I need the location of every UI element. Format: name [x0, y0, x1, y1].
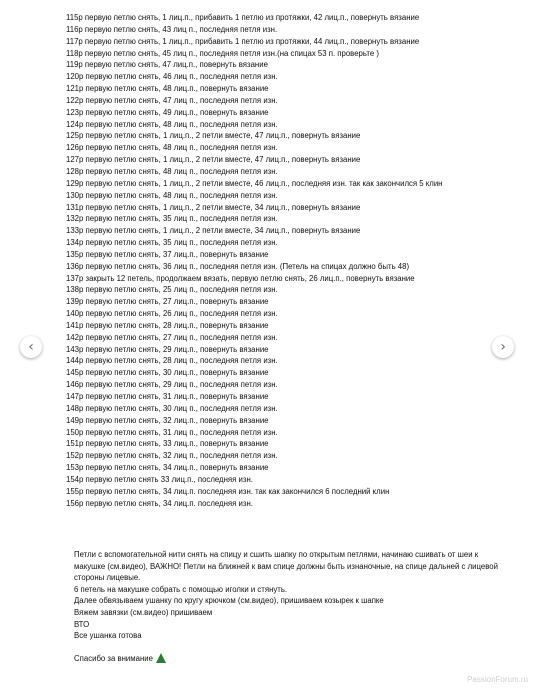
- instruction-sewing: Петли с вспомогательной нити снять на спицу и сшить шапку по открытым петлями, начинаю сшивать от шеи к макушке (см.видео), ВАЖНО! Петли на ближней к вам спице должны быть изнаночные, на спице дальней с лицевой стороны лицевые.: [74, 550, 498, 583]
- pattern-row: 116р первую петлю снять, 43 лиц п., последняя петля изн.: [66, 24, 278, 34]
- chevron-left-icon: ‹: [28, 339, 34, 355]
- pattern-row: 147р первую петлю снять, 31 лиц.п., повернуть вязание: [66, 392, 269, 401]
- pattern-row: 118р первую петлю снять, 45 лиц п., последняя петля изн.(на спицах 53 п. проверьте ): [66, 48, 379, 58]
- pattern-row: 128р первую петлю снять, 48 лиц п., последняя петля изн.: [66, 166, 278, 176]
- instruction-ties: Вяжем завязки (см.видео) пришиваем: [74, 607, 213, 617]
- pattern-row: 154р первую петлю снять 33 лиц.п., последняя изн.: [66, 474, 253, 484]
- thanks-text: Спасибо за внимание: [74, 654, 153, 664]
- pattern-row: 136р первую петлю снять, 36 лиц п., последняя петля изн. (Петель на спицах должно быть 48): [66, 261, 410, 271]
- thanks-line: [74, 653, 504, 665]
- pattern-row: 131р первую петлю снять, 1 лиц.п., 2 петли вместе, 34 лиц.п., повернуть вязание: [66, 202, 361, 212]
- instruction-edging: Далее обвязываем ушанку по кругу крючком (см.видео), пришиваем козырек к шапке: [74, 596, 384, 606]
- pattern-row: 127р первую петлю снять, 1 лиц.п., 2 петли вместе, 47 лиц.п., повернуть вязание: [66, 155, 361, 165]
- pattern-row: 142р первую петлю снять, 27 лиц п., последняя петля изн.: [66, 332, 278, 342]
- pattern-row: 141р первую петлю снять, 28 лиц.п., повернуть вязание: [66, 320, 269, 330]
- pattern-row: 150р первую петлю снять, 31 лиц п., последняя петля изн.: [66, 427, 278, 437]
- pattern-rows: [66, 12, 498, 509]
- pattern-row: 139р первую петлю снять, 27 лиц.п., повернуть вязание: [66, 297, 269, 307]
- pattern-row: 155р первую петлю снять, 34 лиц.п. последняя изн. так как закончился 6 последний клин: [66, 486, 390, 496]
- pattern-row: 143р первую петлю снять, 29 лиц.п., повернуть вязание: [66, 344, 269, 354]
- pattern-row: 125р первую петлю снять, 1 лиц.п., 2 петли вместе, 47 лиц.п., повернуть вязание: [66, 131, 361, 141]
- pattern-row: 130р первую петлю снять, 48 лиц п., последняя петля изн.: [66, 190, 278, 200]
- instruction-top: 6 петель на макушке собрать с помощью иголки и стянуть.: [74, 584, 288, 594]
- prev-button[interactable]: [20, 336, 42, 358]
- chevron-right-icon: ›: [500, 339, 506, 355]
- next-button[interactable]: [492, 336, 514, 358]
- pattern-row: 133р первую петлю снять, 1 лиц.п., 2 петли вместе, 34 лиц.п., повернуть вязание: [66, 226, 361, 236]
- instructions: [74, 549, 504, 665]
- pattern-row: 153р первую петлю снять, 34 лиц.п., повернуть вязание: [66, 463, 269, 473]
- pattern-row: 124р первую петлю снять, 48 лиц п., последняя петля изн.: [66, 119, 278, 129]
- watermark: PassionForum.ru: [467, 675, 528, 684]
- pattern-row: 146р первую петлю снять, 29 лиц п., последняя петля изн.: [66, 380, 278, 390]
- pattern-row: 140р первую петлю снять, 26 лиц п., последняя петля изн.: [66, 309, 278, 319]
- instruction-vto: ВТО: [74, 619, 90, 629]
- pattern-row: 156р первую петлю снять, 34 лиц.п. последняя изн.: [66, 498, 253, 508]
- pattern-row: 151р первую петлю снять, 33 лиц.п., повернуть вязание: [66, 439, 269, 449]
- christmas-tree-icon: [156, 653, 166, 663]
- pattern-row: 120р первую петлю снять, 46 лиц п., последняя петля изн.: [66, 72, 278, 82]
- pattern-row: 117р первую петлю снять, 1 лиц.п., прибавить 1 петлю из протяжки, 44 лиц.п., повернуть вязание: [66, 36, 420, 46]
- pattern-row: 121р первую петлю снять, 48 лиц.п., повернуть вязание: [66, 84, 269, 94]
- pattern-row: 126р первую петлю снять, 48 лиц п., последняя петля изн.: [66, 143, 278, 153]
- pattern-row: 119р первую петлю снять, 47 лиц.п., повернуть вязание: [66, 60, 268, 70]
- pattern-row: 152р первую петлю снять, 32 лиц п., последняя петля изн.: [66, 451, 278, 461]
- pattern-row: 123р первую петлю снять, 49 лиц.п., повернуть вязание: [66, 107, 269, 117]
- instruction-done: Все ушанка готова: [74, 631, 142, 641]
- pattern-row: 122р первую петлю снять, 47 лиц п., последняя петля изн.: [66, 95, 278, 105]
- pattern-row: 149р первую петлю снять, 32 лиц.п., повернуть вязание: [66, 415, 269, 425]
- pattern-row: 135р первую петлю снять, 37 лиц.п., повернуть вязание: [66, 249, 269, 259]
- pattern-row: 129р первую петлю снять, 1 лиц.п., 2 петли вместе, 46 лиц.п., последняя изн. так как закончился 5 клин: [66, 178, 443, 188]
- pattern-row: 132р первую петлю снять, 35 лиц п., последняя петля изн.: [66, 214, 278, 224]
- pattern-row: 148р первую петлю снять, 30 лиц п., последняя петля изн.: [66, 403, 278, 413]
- pattern-row: 144р первую петлю снять, 28 лиц п., последняя петля изн.: [66, 356, 278, 366]
- pattern-row: 145р первую петлю снять, 30 лиц.п., повернуть вязание: [66, 368, 269, 378]
- pattern-row: 138р первую петлю снять, 25 лиц п., последняя петля изн.: [66, 285, 278, 295]
- pattern-row: 115р первую петлю снять, 1 лиц.п., прибавить 1 петлю из протяжки, 42 лиц.п., повернуть вязание: [66, 13, 420, 22]
- pattern-row: 137р закрыть 12 петель, продолжаем вязать, первую петлю снять, 26 лиц.п., повернуть вязание: [66, 273, 415, 283]
- pattern-row: 134р первую петлю снять, 35 лиц п., последняя петля изн.: [66, 238, 278, 248]
